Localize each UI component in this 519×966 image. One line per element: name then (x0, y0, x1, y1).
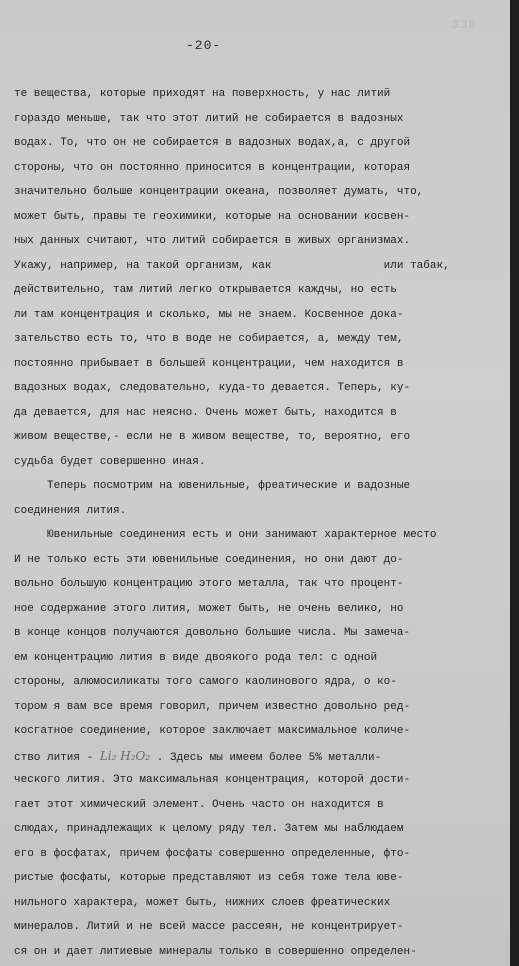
text-line: живом веществе,- если не в живом веществе, то, вероятно, его (14, 431, 411, 443)
text-line: соединения лития. (14, 504, 127, 517)
text-line: зательство есть то, что в воде не собирается, а, между тем, (14, 333, 404, 345)
text-line: ристые фосфаты, которые представляют из себя тоже тела юве- (14, 872, 404, 884)
archive-stamp: 330 (452, 18, 477, 32)
typewritten-text (14, 82, 502, 964)
text-line: слюдах, принадлежащих к целому ряду тел. Затем мы наблюдаем (14, 823, 404, 835)
text-line: вадозных водах, следовательно, куда-то девается. Теперь, ку- (14, 382, 411, 394)
text-line: нильного характера, может быть, нижних слоев фреатических (14, 896, 391, 909)
page-number: -20- (186, 38, 222, 53)
scan-edge (510, 0, 519, 966)
text-line: постоянно прибывает в большей концентрации, чем находится в (14, 357, 404, 370)
text-line: судьба будет совершенно иная. (14, 455, 206, 468)
text-line: может быть, правы те геохимики, которые на основании косвен- (14, 210, 411, 223)
text-line: гает этот химический элемент. Очень часто он находится в (14, 798, 384, 811)
text-line: да девается, для нас неясно. Очень может быть, находится в (14, 406, 397, 419)
text-line: тором я вам все время говорил, причем известно довольно ред- (14, 700, 411, 713)
text-line: те вещества, которые приходят на поверхность, у нас литий (14, 88, 391, 100)
text-line: стороны, алюмосиликаты того самого каолинового ядра, о ко- (14, 676, 397, 688)
text-line: ем концентрацию лития в виде двоякого рода тел: с одной (14, 651, 378, 664)
text-line: Теперь посмотрим на ювенильные, фреатические и вадозные (14, 480, 411, 492)
text-line: косгатное соединение, которое заключает максимальное количе- (14, 725, 411, 737)
text-line: стороны, что он постоянно приносится в концентрации, которая (14, 161, 411, 174)
text-line: ное содержание этого лития, может быть, не очень велико, но (14, 602, 404, 615)
handwritten-formula: Li₂ H₂O₂ (99, 748, 151, 763)
text-line: его в фосфатах, причем фосфаты совершенно определенные, фто- (14, 847, 411, 860)
text-line: ся он и дает литиевые минералы только в совершенно определен- (14, 945, 417, 958)
text-line: ных данных считают, что литий собирается в живых организмах. (14, 235, 411, 247)
text-line-with-formula (14, 744, 502, 769)
text-line: водах. То, что он не собирается в вадозных водах,а, с другой (14, 137, 411, 149)
text-fragment: ство лития - (14, 751, 100, 764)
text-line: значительно больше концентрации океана, позволяет думать, что, (14, 186, 424, 198)
text-line: в конце концов получаются довольно большие числа. Мы замеча- (14, 627, 411, 639)
text-line: Ювенильные соединения есть и они занимают характерное место (14, 529, 437, 541)
text-line: минералов. Литий и не всей массе рассеян, не концентрирует- (14, 921, 404, 933)
text-line: Укажу, например, на такой организм, как или табак, (14, 259, 450, 272)
text-line: действительно, там литий легко открывается каждчы, но есть (14, 284, 397, 296)
text-line: гораздо меньше, так что этот литий не собирается в вадозных (14, 112, 404, 125)
text-line: ли там концентрация и сколько, мы не знаем. Косвенное дока- (14, 308, 404, 321)
text-line: вольно большую концентрацию этого металла, так что процент- (14, 578, 404, 590)
text-line: ческого лития. Это максимальная концентрация, которой дости- (14, 774, 411, 786)
text-line: И не только есть эти ювенильные соединения, но они дают до- (14, 553, 404, 566)
text-fragment: . Здесь мы имеем более 5% металли- (150, 751, 382, 764)
